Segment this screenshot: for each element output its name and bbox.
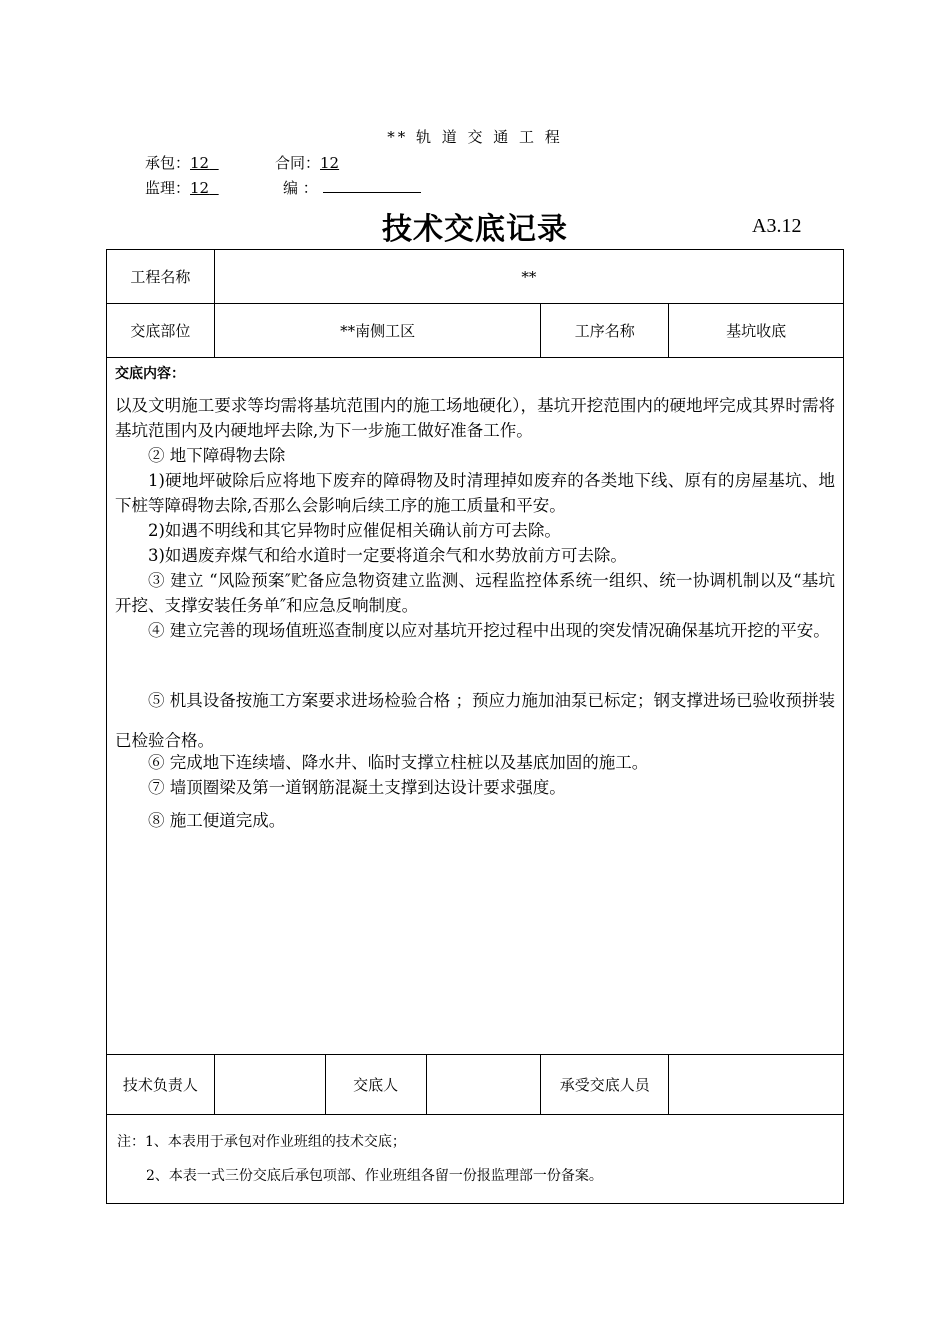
tech-lead-label: 技术负责人: [107, 1055, 215, 1115]
contract-value: 12: [320, 154, 340, 172]
number-blank: [323, 178, 421, 193]
process-label: 工序名称: [541, 304, 669, 358]
project-name-label: 工程名称: [107, 250, 215, 304]
discloser-label: 交底人: [325, 1055, 426, 1115]
document-title: 技术交底记录: [382, 212, 568, 247]
number-field: [283, 177, 421, 198]
contract-label: 合同：: [275, 154, 321, 172]
note-line-1: 注：1、本表用于承包对作业班组的技术交底；: [117, 1134, 406, 1150]
location-label: 交底部位: [107, 304, 215, 358]
receiver-signature[interactable]: [669, 1055, 844, 1115]
disclosure-table: [106, 249, 844, 1204]
form-code: A3.12: [752, 215, 802, 237]
content-paragraph: 3)如遇废弃煤气和给水道时一定要将道余气和水势放前方可去除。: [148, 546, 627, 565]
content-paragraph: ⑧ 施工便道完成。: [148, 811, 286, 830]
content-paragraph: ③ 建立 “风险预案″贮备应急物资建立监测、远程监控体系统一组织、统一协调机制以及“基坑开挖、支撑安装任务单″和应急反响制度。: [115, 571, 835, 615]
contractor-field: [145, 152, 219, 173]
content-paragraph: ⑦ 墙顶圈梁及第一道钢筋混凝土支撑到达设计要求强度。: [148, 778, 566, 797]
supervisor-field: [145, 177, 219, 198]
contractor-value: 12: [190, 154, 210, 172]
number-label: 编 ：: [283, 179, 318, 197]
content-cell: [107, 358, 844, 1055]
contractor-label: 承包：: [145, 154, 191, 172]
content-paragraph: 2)如遇不明线和其它异物时应催促相关确认前方可去除。: [148, 521, 561, 540]
content-paragraph: ⑥ 完成地下连续墙、降水井、临时支撑立柱桩以及基底加固的施工。: [148, 753, 649, 772]
content-heading: 交底内容：: [115, 366, 185, 382]
content-paragraph: ④ 建立完善的现场值班巡查制度以应对基坑开挖过程中出现的突发情况确保基坑开挖的平安。: [148, 621, 830, 640]
note-line-2: 2、本表一式三份交底后承包项部、作业班组各留一份报监理部一份备案。: [146, 1168, 603, 1184]
receiver-label: 承受交底人员: [541, 1055, 669, 1115]
project-name-header: ** 轨 道 交 通 工 程: [387, 128, 563, 146]
supervisor-label: 监理：: [145, 179, 191, 197]
content-paragraph: ⑤ 机具设备按施工方案要求进场检验合格 ；预应力施加油泵已标定；钢支撑进场已验收预拼装已检验合格。: [115, 691, 835, 750]
content-paragraph: ② 地下障碍物去除: [148, 446, 286, 465]
discloser-signature[interactable]: [426, 1055, 541, 1115]
project-name-value: **: [214, 250, 843, 304]
tech-lead-signature[interactable]: [214, 1055, 325, 1115]
contract-field: [275, 152, 339, 173]
notes-cell: [107, 1115, 844, 1204]
content-paragraph: 1)硬地坪破除后应将地下废弃的障碍物及时清理掉如废弃的各类地下线、原有的房屋基坑、地下桩等障碍物去除,否那么会影响后续工序的施工质量和平安。: [115, 471, 835, 515]
content-paragraph: 以及文明施工要求等均需将基坑范围内的施工场地硬化），基坑开挖范围内的硬地坪完成其界时需将基坑范围内及内硬地坪去除,为下一步施工做好准备工作。: [115, 396, 835, 440]
supervisor-value: 12: [190, 179, 210, 197]
location-value: **南侧工区: [214, 304, 541, 358]
process-value: 基坑收底: [669, 304, 844, 358]
